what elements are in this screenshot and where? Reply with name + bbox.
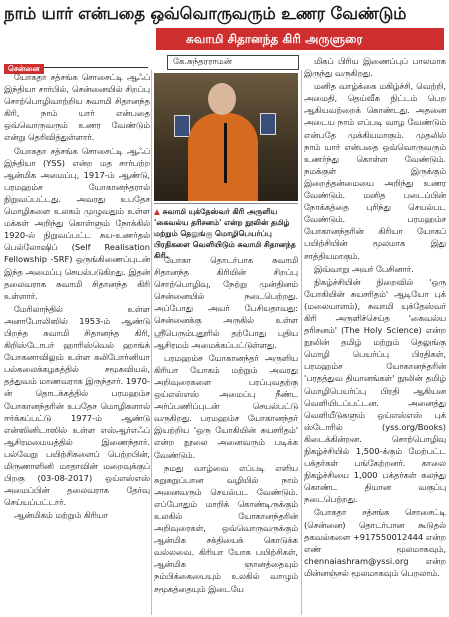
photo-caption: [154, 203, 298, 260]
paragraph: மனித வாழ்க்கை மகிழ்ச்சி, வெற்றி, அமைதி, தெய்வீக நிட்டம் பெற ஆகியவற்றைக் கொண்டது. அதனை அடைய நாம் எப்படி வாழ வேண்டும் என்பதே முக்கியமாகும். முதலில் நாம் யார் என்பதை ஒவ்வொருவரும் உணர்ந்து கொள்ள வேண்டும். நமக்குள் இருக்கும் இறைத்தன்மையை அறிந்து உணர வேண்டும். மனித படைப்பின் நோக்கத்தை புரிந்து செயல்பட வேண்டும். பரமஹம்ச யோகானந்தரின் கிரியா யோகப் பயிற்சியின் மூலமாக இது சாத்தியமாகும்.: [304, 81, 446, 261]
column-divider: [151, 70, 152, 615]
book-image: [260, 113, 276, 135]
paragraph: யோகதா சத்சங்க சொசைட்டி ஆஃப் இந்தியா சார்பில், சென்னையில் சிறப்பு சொற்பொழிவாற்றிய சுவாமி சிதானந்த கிரி, நாம் யார் என்பதை ஒவ்வொருவரும் உணர வேண்டும் என்று தெரிவித்துள்ளார்.: [4, 72, 150, 143]
paragraph: பரமஹம்ச யோகானந்தர் அருளிய கிரியா யோகம் மற்றும் அவரது அறிவுரைகளை பரப்புவதற்கு ஒய்எஸ்எஸ் அமைப்பு நீண்ட அர்ப்பணிப்புடன் செயல்பட்டு வருகிறது. பரமஹம்ச யோகானந்தர் இயற்றிய 'ஒரு யோகியின் சுயசரிதம்' என்ற நூலை அனைவரும் படிக்க வேண்டும்.: [154, 352, 298, 460]
caption-arrow-icon: ▲: [154, 207, 163, 216]
photo-caption-text: சுவாமி யுக்தேஸ்வர் கிரி அருளிய 'கைவல்ய தரிசனம்' என்ற நூலின் தமிழ் மற்றும் தெலுங்கு மொழிபெயர்ப்பு பிரதிகளை வெளியிடும் சுவாமி சிதானந்த கிரி.: [154, 207, 296, 260]
byline: கே.சுந்தரராமன்: [167, 55, 299, 70]
paragraph: யோகதா சத்சங்க சொசைட்டி ஆஃப் இந்தியா (YSS) என்ற மத சார்பற்ற ஆன்மிக அமைப்பு, 1917-ம் ஆண்டு, பரமஹம்ச யோகானந்தரால் நிறுவப்பட்டது. அவரது உபதேச மொழிகளை உலகம் முழுவதும் உள்ள மக்கள் அறிந்து கொள்ளும் நோக்கில் 1920-ல் நிறுவப்பட்ட சுய-உணர்தல் பெல்லோஷிப் (Self Realisation Fellowship -SRF) ஒருங்கிணைப்புடன் இந்த அமைப்பு செயல்படுகிறது. இதன் தலைவராக சுவாமி சிதானந்த கிரி உள்ளார்.: [4, 145, 150, 301]
speaker-robe: [188, 113, 258, 201]
paragraph: ஆன்மிகம் மற்றும் கிரியா: [14, 510, 109, 521]
microphone: [224, 123, 227, 183]
paragraph: யோகதா சத்சங்க சொசைட்டி (சென்னை) தொடர்பான கூடுதல் தகவல்களை +917550012444 என்ற எண் மூலமாகவும், chennaiashram@yssi.org என்ற மின்னஞ்சல் மூலமாகவும் பெறலாம்.: [304, 507, 446, 578]
paragraph: நிகழ்ச்சியின் நிறைவில் 'ஒரு யோகியின் சுயசரிதம்' ஆடியோ புக் (மலையாளம்), சுவாமி யுக்தேஸ்வர் கிரி அருளிச்செய்த 'கைவல்ய தரிசனம்' (The Holy Science) என்ற நூலின் தமிழ் மற்றும் தெலுங்கு மொழி பெயர்ப்பு பிரதிகள், பரமஹம்ச யோகானந்தரின் 'பரதத்துவ தியானங்கள்' நூலின் தமிழ் மொழிபெயர்ப்பு பிரதி ஆகியன வெளியிடப்பட்டன. அனைத்து வெளியீடுகளும் ஒய்எஸ்எஸ் புக் ஸ்டோரில் (yss.org/Books) கிடைக்கின்றன. சொற்பொழிவு நிகழ்ச்சியில் 1,500-க்கும் மேற்பட்ட பக்தர்கள் பங்கேற்றனர். காலை நிகழ்ச்சியை 1,000 பக்தர்கள் கலந்து கொண்ட தியான வகுப்பு நடைபெற்றது.: [304, 276, 446, 505]
dateline-bar: [4, 56, 148, 73]
headline: நாம் யார் என்பதை ஒவ்வொருவரும் உணர வேண்டும்: [4, 4, 407, 23]
column-divider: [301, 70, 302, 615]
paragraph: நமது வாழ்வை எப்படி எளிய சுறுசுறுப்பான வழியில் நாம் அனைவரும் செயல்பட வேண்டும். எப்போதும் மாறிக் கொண்டிருக்கும் உலகில் யோகானந்தரின் அறிவுரைகள், ஒவ்வொருவருக்கும் ஆன்மிக சக்தியைக் கொடுக்க வல்லவை. கிரியா யோக பயிற்சிகள், ஆன்மிக ஞானத்தையும் நம்பிக்கையையும் உலகில் வாழும் சமூகத்தையும் இடையே: [154, 462, 298, 594]
dateline-label: சென்னை: [4, 64, 44, 74]
paragraph: மேரிலாந்தில் உள்ள அனாபோலிஸில் 1953-ம் ஆண்டு பிறந்த சுவாமி சிதானந்த கிரி, கிறிஸ்டோபர் ஹாரிஸ்வெல் ஹாங்க் யோகனாவிலும் உள்ள கலிபோர்னியா பல்கலைக்கழகத்தில் சமூகவியல், தத்துவம் மாணவராக இருந்தார். 1970-ன் தொடக்கத்தில் பரமஹம்ச யோகானந்தரின் உபதேச மொழிகளால் ஈர்க்கப்பட்டு 1977-ம் ஆண்டு என்ஸினிடாஸில் உள்ள எஸ்ஆர்எஃப் ஆசிரமமையத்தில் இணைந்தார். பல்வேறு பயிற்சிகளைப் பெற்றபின், மிருணாளினி மாதாவின் மறைவுக்குப் பிறகு (03-08-2017) ஒய்எஸ்எஸ் அமைப்பின் தலைவராக தேர்வு செய்யப்பட்டார்.: [4, 303, 150, 508]
paragraph: யோகா தொடர்பாக சுவாமி சிதானந்த கிரியின் சிறப்பு சொற்பொழிவு, நேற்று முன்தினம் சென்னையில் நடைபெற்றது. அப்போது அவர் பேசியதாவது: சென்னைக்கு அருகில் உள்ள ஸ்ரீபெரும்புதூரில் தற்போது புதிய ஆசிரமம் அமைக்கப்பட்டுள்ளது.: [154, 255, 298, 350]
subheadline-banner: சுவாமி சிதானந்த கிரி அருளுரை: [156, 28, 444, 50]
article-photo: [154, 73, 298, 201]
paragraph: மிகப் பிரிய இணைப்புப் பாலமாக இருந்து வருகிறது.: [304, 56, 446, 79]
article-column-1: [4, 71, 150, 615]
speaker-head: [208, 83, 236, 115]
article-column-3: [304, 55, 446, 615]
book-image: [174, 115, 190, 137]
article-column-2: [154, 254, 298, 615]
paragraph: இவ்வாறு அவர் பேசினார்.: [314, 263, 414, 274]
